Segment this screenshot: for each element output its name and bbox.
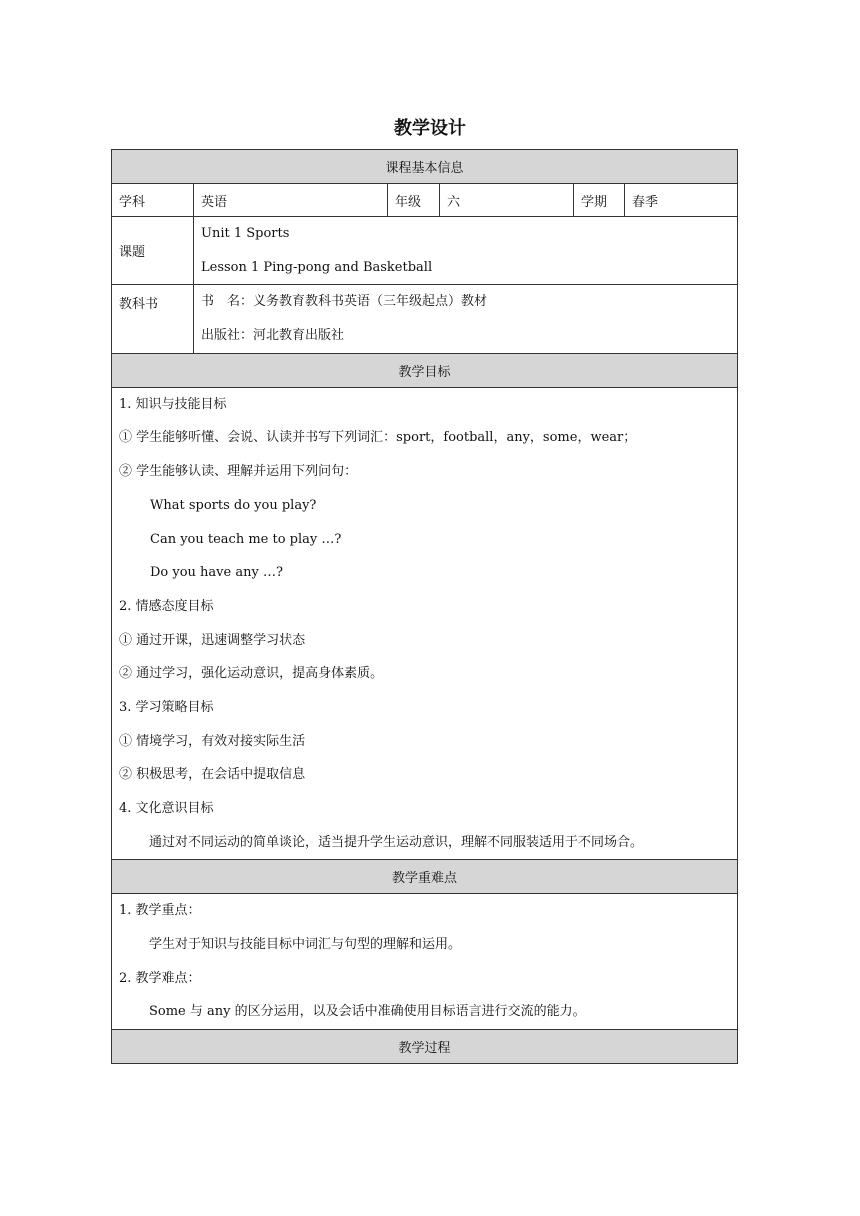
grade-label: 年级	[388, 184, 440, 217]
objective-sentence: Do you have any …?	[150, 565, 283, 581]
objective-heading-2: 2. 情感态度目标	[119, 598, 214, 614]
objectives-body	[112, 387, 738, 860]
objective-heading-4: 4. 文化意识目标	[119, 801, 214, 816]
objectives-header: 教学目标	[112, 353, 738, 387]
subject-value: 英语	[194, 184, 388, 217]
basic-info-header: 课程基本信息	[112, 150, 738, 184]
topic-unit: Unit 1 Sports	[201, 226, 290, 241]
page-title: 教学设计	[394, 118, 466, 139]
objective-item: ① 学生能够听懂、会说、认读并书写下列词汇：sport，football，any，some，wear；	[119, 430, 637, 446]
objective-item: ① 通过开课，迅速调整学习状态	[119, 632, 306, 648]
textbook-name: 书 名：义务教育教科书英语（三年级起点）教材	[201, 294, 488, 310]
objective-item: ② 学生能够认读、理解并运用下列问句：	[119, 464, 358, 480]
term-value: 春季	[625, 184, 738, 217]
process-header: 教学过程	[112, 1030, 738, 1064]
objective-item: ② 通过学习，强化运动意识，提高身体素质。	[119, 666, 384, 682]
subject-label: 学科	[112, 184, 194, 217]
textbook-value	[194, 285, 738, 353]
textbook-label: 教科书	[112, 285, 194, 353]
objective-heading-1: 1. 知识与技能目标	[119, 396, 227, 412]
objective-item: ① 情境学习，有效对接实际生活	[119, 733, 306, 749]
key-points-header: 教学重难点	[112, 860, 738, 894]
key-point-text: 学生对于知识与技能目标中词汇与句型的理解和运用。	[149, 937, 462, 953]
difficulty-text: Some 与 any 的区分运用，以及会话中准确使用目标语言进行交流的能力。	[149, 1004, 586, 1020]
key-point-heading: 1. 教学重点：	[119, 903, 201, 919]
topic-label: 课题	[112, 217, 194, 285]
difficulty-heading: 2. 教学难点：	[119, 970, 201, 986]
objective-sentence: Can you teach me to play …?	[150, 531, 342, 547]
topic-value	[194, 217, 738, 285]
grade-value: 六	[440, 184, 574, 217]
key-points-body	[112, 894, 738, 1030]
objective-culture-text: 通过对不同运动的简单谈论，适当提升学生运动意识，理解不同服装适用于不同场合。	[149, 834, 644, 850]
textbook-publisher: 出版社：河北教育出版社	[201, 328, 345, 344]
lesson-plan-table	[111, 149, 737, 1064]
objective-sentence: What sports do you play?	[150, 497, 317, 513]
objective-item: ② 积极思考，在会话中提取信息	[119, 767, 306, 783]
topic-lesson: Lesson 1 Ping-pong and Basketball	[201, 259, 433, 275]
objective-heading-3: 3. 学习策略目标	[119, 699, 214, 715]
term-label: 学期	[574, 184, 625, 217]
